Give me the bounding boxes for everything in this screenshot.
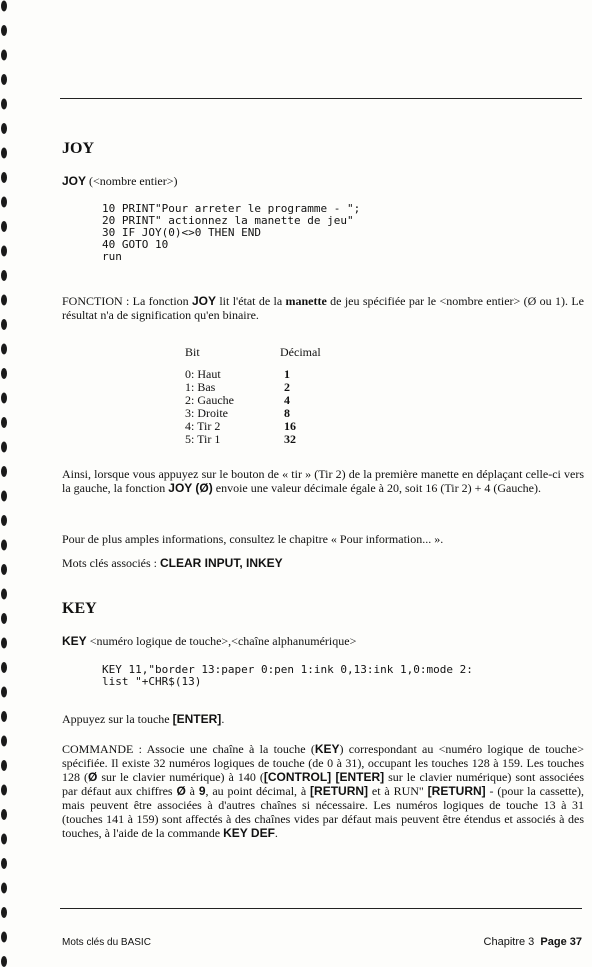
code-line: 20 PRINT" actionnez la manette de jeu" <box>102 214 354 227</box>
binding-hole <box>1 25 7 36</box>
binding-hole <box>1 858 7 869</box>
joy-syntax-keyword: JOY <box>62 174 87 188</box>
binding-hole <box>1 1 7 12</box>
code-line: KEY 11,"border 13:paper 0:pen 1:ink 0,13:ink 1,0:mode 2: <box>102 663 473 676</box>
binding-hole <box>1 74 7 85</box>
joy-syntax-arg: (<nombre entier>) <box>86 174 178 188</box>
binding-hole <box>1 613 7 624</box>
joy-heading: JOY <box>62 140 94 157</box>
footer-page-info <box>484 936 582 948</box>
joy-info-paragraph: Pour de plus amples informations, consultez le chapitre « Pour information... ». <box>62 532 444 546</box>
binding-hole <box>1 785 7 796</box>
joy-code-listing <box>102 203 360 263</box>
code-line: 40 GOTO 10 <box>102 238 169 251</box>
binding-hole <box>1 319 7 330</box>
binding-hole <box>1 344 7 355</box>
binding-hole <box>1 932 7 943</box>
joy-bits-table <box>185 346 321 446</box>
key-syntax-keyword: KEY <box>62 634 87 648</box>
table-row: 5: Tir 1 32 <box>185 432 296 446</box>
binding-hole <box>1 221 7 232</box>
joy-fonction-paragraph: FONCTION : La fonction JOY lit l'état de la manette de jeu spécifiée par le <nombre entier> (Ø ou 1). Le résultat n'a de signification qu'en binaire. <box>62 294 584 322</box>
table-row: 4: Tir 2 16 <box>185 419 296 433</box>
binding-hole <box>1 711 7 722</box>
footer-left-title: Mots clés du BASIC <box>62 937 151 948</box>
code-line: 10 PRINT"Pour arreter le programme - "; <box>102 202 361 215</box>
spiral-binding <box>0 0 14 967</box>
binding-hole <box>1 442 7 453</box>
joy-example-paragraph: Ainsi, lorsque vous appuyez sur le bouton de « tir » (Tir 2) de la première manette en déplaçant celle-ci vers la gauche, la fonction JOY (Ø) envoie une valeur décimale égale à 20, soit 16 (Tir 2) + 4 (Gauche). <box>62 467 584 495</box>
joy-related-keywords: Mots clés associés : CLEAR INPUT, INKEY <box>62 556 283 570</box>
code-line: list "+CHR$(13) <box>102 675 202 688</box>
binding-hole <box>1 687 7 698</box>
key-commande-paragraph: COMMANDE : Associe une chaîne à la touche (KEY) correspondant au <numéro logique de touche> spécifiée. Il existe 32 numéros logiques de touche (de 0 à 31), occupant les touches 128 à 159. Les touches 128 (Ø sur le clavier numérique) à 140 ([CONTROL] [ENTER] sur le clavier numérique) sont associées par défaut aux chiffres Ø à 9, au point décimal, à [RETURN] et à RUN" [RETURN] - (pour la cassette), mais peuvent être associées à d'autres chaînes si nécessaire. Les numéros logiques de touche 13 à 31 (touches 141 à 159) sont affectés à des chaînes vides par défaut mais peuvent être étendus et associés à des touches, à l'aide de la commande KEY DEF. <box>62 742 585 840</box>
binding-hole <box>1 834 7 845</box>
joy-zero-keyword: JOY (Ø) <box>168 481 213 495</box>
binding-hole <box>1 883 7 894</box>
table-header-decimal: Décimal <box>280 345 321 359</box>
binding-hole <box>1 246 7 257</box>
table-row: 2: Gauche 4 <box>185 393 290 407</box>
top-rule <box>60 98 582 99</box>
key-code-listing <box>102 664 473 688</box>
binding-hole <box>1 197 7 208</box>
binding-hole <box>1 736 7 747</box>
bottom-rule <box>60 908 582 909</box>
key-heading: KEY <box>62 600 97 617</box>
binding-hole <box>1 99 7 110</box>
binding-hole <box>1 491 7 502</box>
code-line: run <box>102 250 122 263</box>
binding-hole <box>1 50 7 61</box>
binding-hole <box>1 540 7 551</box>
joy-keyword: JOY <box>192 294 217 308</box>
binding-hole <box>1 760 7 771</box>
binding-hole <box>1 589 7 600</box>
binding-hole <box>1 638 7 649</box>
key-syntax <box>62 634 356 649</box>
footer-page-number: Page 37 <box>540 936 582 948</box>
binding-hole <box>1 393 7 404</box>
code-line: 30 IF JOY(0)<>0 THEN END <box>102 226 261 239</box>
binding-hole <box>1 809 7 820</box>
binding-hole <box>1 368 7 379</box>
binding-hole <box>1 662 7 673</box>
binding-hole <box>1 172 7 183</box>
table-row: 1: Bas 2 <box>185 380 290 394</box>
binding-hole <box>1 148 7 159</box>
table-row: 0: Haut 1 <box>185 367 290 381</box>
binding-hole <box>1 956 7 967</box>
binding-hole <box>1 417 7 428</box>
binding-hole <box>1 466 7 477</box>
table-header-bit: Bit <box>185 345 200 359</box>
joy-syntax <box>62 174 178 189</box>
binding-hole <box>1 295 7 306</box>
table-row: 3: Droite 8 <box>185 406 290 420</box>
key-press-paragraph: Appuyez sur la touche [ENTER]. <box>62 712 225 726</box>
binding-hole <box>1 270 7 281</box>
binding-hole <box>1 123 7 134</box>
binding-hole <box>1 907 7 918</box>
key-syntax-arg: <numéro logique de touche>,<chaîne alphanumérique> <box>86 634 357 648</box>
footer-chapter: Chapitre 3 <box>483 936 535 948</box>
binding-hole <box>1 515 7 526</box>
binding-hole <box>1 564 7 575</box>
